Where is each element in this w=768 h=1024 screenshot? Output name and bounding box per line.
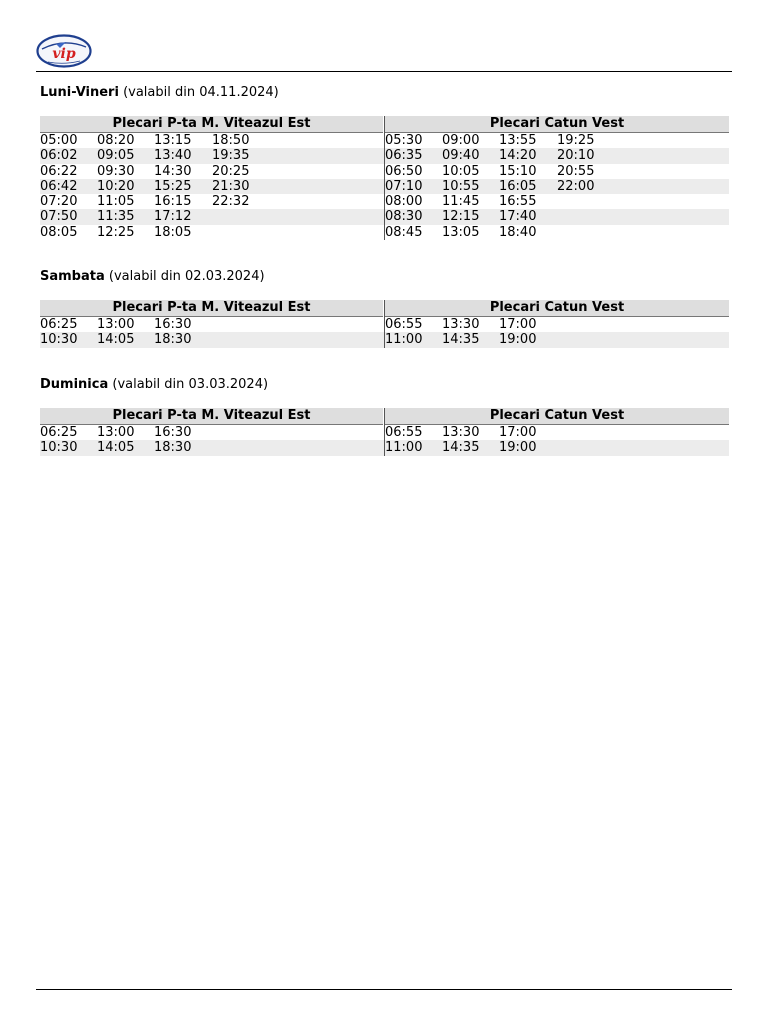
departure-time: 10:55 (442, 178, 480, 194)
departure-time: 13:05 (442, 224, 480, 240)
column-header: Plecari P-ta M. Viteazul Est (40, 408, 383, 425)
departure-time: 06:42 (40, 178, 78, 194)
timetable-section (40, 267, 728, 348)
departure-time: 13:55 (499, 133, 537, 148)
departure-time: 14:20 (499, 148, 537, 164)
departure-time: 08:30 (385, 209, 423, 225)
departure-row (40, 148, 384, 163)
column-header: Plecari Catun Vest (385, 408, 729, 425)
departures-catun-vest (384, 116, 729, 240)
departure-time: 19:00 (499, 332, 537, 348)
departure-row (385, 179, 729, 194)
departure-time: 09:00 (442, 133, 480, 148)
departure-time: 14:30 (154, 163, 192, 179)
departure-row (385, 225, 729, 240)
departure-row (40, 133, 384, 148)
departure-time: 11:05 (97, 194, 135, 210)
departure-time: 10:20 (97, 178, 135, 194)
departure-time: 12:15 (442, 209, 480, 225)
departure-time: 19:00 (499, 440, 537, 456)
departure-time: 14:35 (442, 440, 480, 456)
section-day-label: Duminica (40, 377, 109, 392)
schedule-table (40, 116, 728, 240)
departure-time: 06:25 (40, 317, 78, 332)
departure-time: 06:22 (40, 163, 78, 179)
departure-time: 13:30 (442, 317, 480, 332)
departure-time: 13:15 (154, 133, 192, 148)
departure-time: 06:50 (385, 163, 423, 179)
departure-time: 20:10 (557, 148, 595, 164)
section-validity: (valabil din 02.03.2024) (104, 269, 265, 284)
departure-row (385, 148, 729, 163)
departure-row (40, 194, 384, 209)
departure-row (40, 332, 384, 347)
departure-time: 11:45 (442, 194, 480, 210)
departure-time: 20:55 (557, 163, 595, 179)
departure-time: 08:05 (40, 224, 78, 240)
section-validity: (valabil din 03.03.2024) (108, 377, 269, 392)
footer-divider (36, 989, 732, 990)
departure-time: 17:00 (499, 425, 537, 440)
departure-row (40, 225, 384, 240)
section-validity: (valabil din 04.11.2024) (118, 85, 279, 100)
departure-time: 06:25 (40, 425, 78, 440)
departures-viteazul-est (40, 116, 384, 240)
departure-time: 16:55 (499, 194, 537, 210)
departure-row (40, 164, 384, 179)
departure-row (40, 425, 384, 440)
departure-time: 10:30 (40, 332, 78, 348)
departure-time: 14:05 (97, 332, 135, 348)
departure-time: 07:50 (40, 209, 78, 225)
section-day-label: Sambata (40, 269, 105, 284)
departures-catun-vest (384, 408, 729, 456)
departure-row (385, 332, 729, 347)
departure-time: 06:55 (385, 425, 423, 440)
departure-time: 17:40 (499, 209, 537, 225)
departure-time: 05:30 (385, 133, 423, 148)
departure-row (385, 317, 729, 332)
schedule-table (40, 300, 728, 348)
departure-time: 15:25 (154, 178, 192, 194)
departure-time: 10:30 (40, 440, 78, 456)
departure-row (385, 133, 729, 148)
departure-row (385, 425, 729, 440)
departure-row (385, 440, 729, 455)
departures-viteazul-est (40, 300, 384, 348)
departure-time: 09:05 (97, 148, 135, 164)
departure-time: 11:35 (97, 209, 135, 225)
departure-time: 13:00 (97, 317, 135, 332)
departure-time: 22:00 (557, 178, 595, 194)
section-title (40, 375, 728, 395)
departure-time: 09:30 (97, 163, 135, 179)
section-title (40, 267, 728, 287)
header-divider (36, 71, 732, 72)
departure-time: 11:00 (385, 332, 423, 348)
departure-time: 18:30 (154, 440, 192, 456)
departure-time: 15:10 (499, 163, 537, 179)
section-title (40, 83, 728, 103)
departure-time: 19:35 (212, 148, 250, 164)
departure-time: 06:02 (40, 148, 78, 164)
departure-time: 06:55 (385, 317, 423, 332)
departure-time: 08:45 (385, 224, 423, 240)
departure-time: 19:25 (557, 133, 595, 148)
departure-time: 16:15 (154, 194, 192, 210)
departure-time: 13:30 (442, 425, 480, 440)
departure-time: 10:05 (442, 163, 480, 179)
departures-catun-vest (384, 300, 729, 348)
schedule-table (40, 408, 728, 456)
departure-time: 22:32 (212, 194, 250, 210)
departure-time: 05:00 (40, 133, 78, 148)
departure-time: 12:25 (97, 224, 135, 240)
departures-viteazul-est (40, 408, 384, 456)
departure-time: 14:35 (442, 332, 480, 348)
section-day-label: Luni-Vineri (40, 85, 119, 100)
departure-time: 16:05 (499, 178, 537, 194)
departure-time: 16:30 (154, 317, 192, 332)
departure-row (40, 179, 384, 194)
column-header: Plecari Catun Vest (385, 116, 729, 133)
departure-time: 07:20 (40, 194, 78, 210)
departure-time: 13:40 (154, 148, 192, 164)
column-header: Plecari P-ta M. Viteazul Est (40, 116, 383, 133)
departure-time: 17:00 (499, 317, 537, 332)
departure-time: 16:30 (154, 425, 192, 440)
departure-time: 18:50 (212, 133, 250, 148)
timetable-section (40, 83, 728, 240)
departure-time: 18:05 (154, 224, 192, 240)
departure-time: 18:40 (499, 224, 537, 240)
timetable-section (40, 375, 728, 456)
company-logo (36, 34, 92, 68)
departure-time: 06:35 (385, 148, 423, 164)
departure-row (385, 209, 729, 224)
departure-time: 08:00 (385, 194, 423, 210)
departure-time: 17:12 (154, 209, 192, 225)
departure-time: 20:25 (212, 163, 250, 179)
column-header: Plecari Catun Vest (385, 300, 729, 317)
departure-time: 07:10 (385, 178, 423, 194)
departure-time: 09:40 (442, 148, 480, 164)
departure-row (385, 194, 729, 209)
departure-row (40, 209, 384, 224)
departure-time: 21:30 (212, 178, 250, 194)
logo-lettering: vip (52, 46, 76, 62)
departure-time: 08:20 (97, 133, 135, 148)
departure-row (40, 440, 384, 455)
departure-time: 11:00 (385, 440, 423, 456)
column-header: Plecari P-ta M. Viteazul Est (40, 300, 383, 317)
departure-row (385, 164, 729, 179)
departure-time: 18:30 (154, 332, 192, 348)
departure-time: 14:05 (97, 440, 135, 456)
departure-time: 13:00 (97, 425, 135, 440)
departure-row (40, 317, 384, 332)
